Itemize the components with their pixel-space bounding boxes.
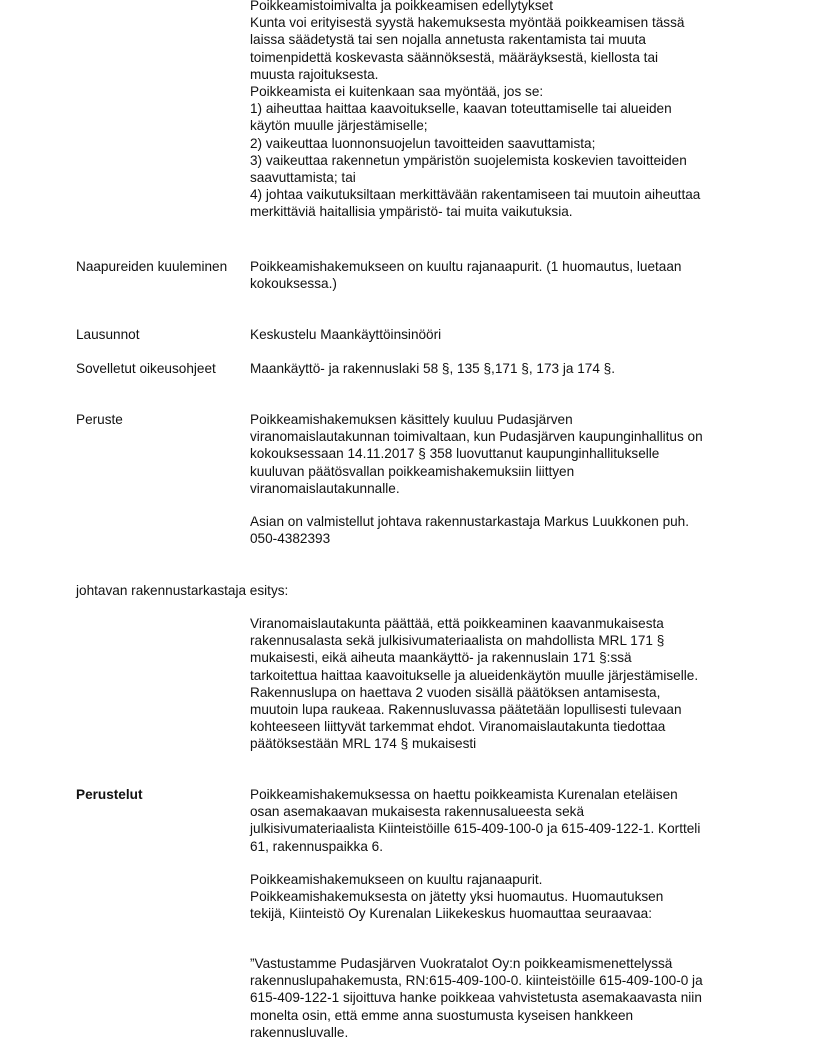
text-line: 050-4382393 (250, 531, 331, 547)
text-line: Poikkeamishakemuksen käsittely kuuluu Pudasjärven (250, 412, 573, 427)
text-line: Poikkeamishakemukseen on kuultu rajanaapurit. (1 huomautus, luetaan (250, 259, 682, 274)
text-line: rakennusluvalle. (250, 1024, 349, 1040)
text-line: saavuttamista; tai (250, 170, 356, 186)
text-line: muusta rajoituksesta. (250, 66, 379, 82)
preparer-text (250, 513, 750, 547)
reasons-label: Perustelut (76, 787, 143, 802)
objection-quote (250, 955, 750, 1041)
proposal-heading: johtavan rakennustarkastaja esitys: (76, 583, 289, 598)
text-line: käytön muulle järjestämiselle; (250, 118, 428, 134)
text-line: Viranomaislautakunta päättää, että poikkeaminen kaavanmukaisesta (250, 616, 664, 631)
text-line: Poikkeamistoimivalta ja poikkeamisen edellytykset (250, 0, 553, 13)
text-line: Poikkeamishakemukseen on kuultu rajanaapurit. (250, 872, 543, 887)
text-line: julkisivumateriaalista Kiinteistöille 615-409-100-0 ja 615-409-122-1. Kortteli (250, 821, 701, 837)
text-line: muutoin lupa raukeaa. Rakennusluvassa päätetään lopullisesti tulevaan (250, 702, 682, 718)
proposal-text (250, 615, 750, 753)
text-line: 2) vaikeuttaa luonnonsuojelun tavoitteiden saavuttamista; (250, 135, 596, 151)
text-line: Kunta voi erityisestä syystä hakemuksesta myöntää poikkeamisen tässä (250, 15, 685, 31)
basis-text (250, 411, 750, 497)
text-line: 4) johtaa vaikutuksiltaan merkittävään rakentamiseen tai muutoin aiheuttaa (250, 187, 701, 203)
text-line: ”Vastustamme Pudasjärven Vuokratalot Oy:n poikkeamismenettelyssä (250, 956, 673, 971)
text-line: 615-409-122-1 sijoittuva hanke poikkeaa vahvistetusta asemakaavasta niin (250, 990, 702, 1006)
text-line: Rakennuslupa on haettava 2 vuoden sisällä päätöksen antamisesta, (250, 684, 661, 700)
text-line: viranomaislautakunnan toimivaltaan, kun Pudasjärven kaupunginhallitus on (250, 429, 703, 445)
legal-basis-label: Sovelletut oikeusohjeet (76, 361, 216, 376)
text-line: Asian on valmistellut johtava rakennustarkastaja Markus Luukkonen puh. (250, 514, 690, 529)
text-line: toimenpidettä koskevasta säännöksestä, määräyksestä, kiellosta tai (250, 49, 659, 65)
text-line: Poikkeamista ei kuitenkaan saa myöntää, jos se: (250, 84, 544, 100)
text-line: kokouksessaan 14.11.2017 § 358 luovuttanut kaupunginhallitukselle (250, 446, 660, 462)
text-line: 1) aiheuttaa haittaa kaavoitukselle, kaavan toteuttamiselle tai alueiden (250, 101, 672, 117)
basis-label: Peruste (76, 412, 123, 427)
text-line: tekijä, Kiinteistö Oy Kurenalan Liikekeskus huomauttaa seuraavaa: (250, 906, 652, 922)
text-line: Poikkeamishakemuksessa on haettu poikkeamista Kurenalan eteläisen (250, 787, 678, 802)
text-line: laissa säädetystä tai sen nojalla annetusta rakentamista tai muuta (250, 32, 646, 48)
text-line: päätöksestään MRL 174 § mukaisesti (250, 736, 477, 752)
text-line: viranomaislautakunnalle. (250, 480, 400, 496)
text-line: kokouksessa.) (250, 276, 337, 292)
text-line: merkittäviä haitallisia ympäristö- tai muita vaikutuksia. (250, 204, 573, 220)
text-line: tarkoitettua haittaa kaavoitukselle ja alueidenkäytön muulle järjestämiselle. (250, 667, 699, 683)
text-line: monelta osin, että emme anna suostumusta kyseisen hankkeen (250, 1007, 634, 1023)
text-line: 61, rakennuspaikka 6. (250, 838, 384, 854)
statements-label: Lausunnot (76, 327, 140, 342)
neighbors-text (250, 258, 750, 292)
text-line: rakennusalasta sekä julkisivumateriaalista on mahdollista MRL 171 § (250, 633, 665, 649)
text-line: osan asemakaavan mukaisesta rakennusalueesta sekä (250, 804, 585, 820)
text-line: 3) vaikeuttaa rakennetun ympäristön suojelemista koskevien tavoitteiden (250, 152, 687, 168)
legal-basis-text: Maankäyttö- ja rakennuslaki 58 §, 135 §,171 §, 173 ja 174 §. (250, 361, 616, 376)
text-line: Poikkeamishakemuksesta on jätetty yksi huomautus. Huomautuksen (250, 889, 664, 905)
text-line: kuuluvan päätösvallan poikkeamishakemuksiin liittyen (250, 463, 575, 479)
text-line: rakennuslupahakemusta, RN:615-409-100-0. kiinteistöille 615-409-100-0 ja (250, 973, 703, 989)
text-line: kohteeseen liittyvät tarkemmat ehdot. Viranomaislautakunta tiedottaa (250, 719, 666, 735)
neighbors-label: Naapureiden kuuleminen (76, 259, 228, 274)
exemption-conditions-text (250, 0, 750, 221)
reasons-paragraph-2 (250, 871, 750, 923)
reasons-paragraph-1 (250, 786, 750, 855)
statements-text: Keskustelu Maankäyttöinsinööri (250, 327, 442, 342)
text-line: mukaisesti, eikä aiheuta maankäyttö- ja rakennuslain 171 §:ssä (250, 650, 632, 666)
